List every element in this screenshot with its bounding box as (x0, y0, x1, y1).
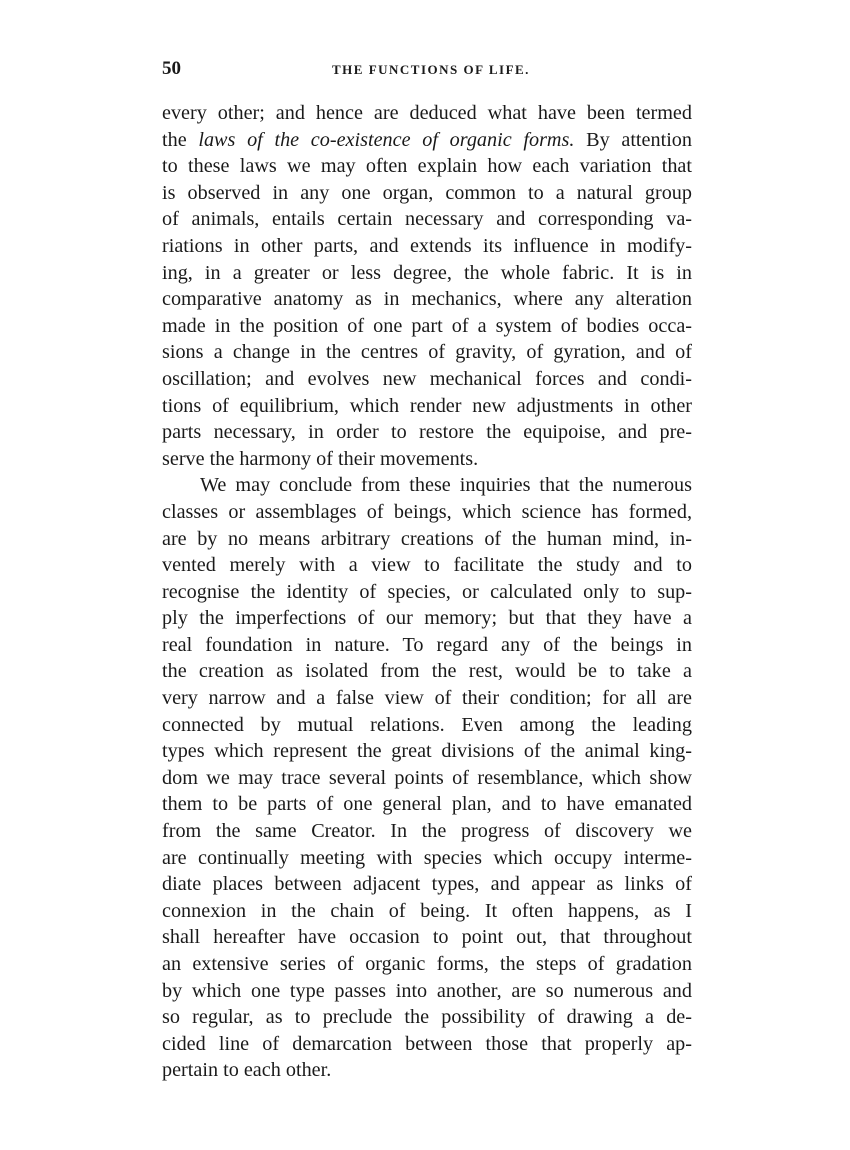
text-line: tions of equilibrium, which render new adjustments in other (162, 394, 692, 417)
text-line: riations in other parts, and extends its influence in modify- (162, 234, 692, 257)
text-line: is observed in any one organ, common to a natural group (162, 181, 692, 204)
text-line: are continually meeting with species which occupy interme- (162, 846, 692, 869)
text-line: are by no means arbitrary creations of the human mind, in- (162, 527, 692, 550)
text-line: cided line of demarcation between those that properly ap- (162, 1032, 692, 1055)
text-line: diate places between adjacent types, and appear as links of (162, 873, 692, 896)
text-line: very narrow and a false view of their condition; for all are (162, 687, 692, 710)
text-line: connected by mutual relations. Even among the leading (162, 713, 692, 736)
text-fragment: By attention (574, 128, 692, 151)
text-line: connexion in the chain of being. It often happens, as I (162, 899, 692, 922)
text-line: serve the harmony of their movements. (162, 447, 479, 470)
text-line: pertain to each other. (162, 1059, 332, 1082)
text-line: sions a change in the centres of gravity, of gyration, and of (162, 341, 692, 364)
text-line: We may conclude from these inquiries that the numerous (200, 474, 692, 497)
text-line: shall hereafter have occasion to point out, that throughout (162, 926, 692, 949)
text-line: by which one type passes into another, are so numerous and (162, 979, 692, 1002)
page-header (162, 58, 692, 84)
text-line: of animals, entails certain necessary and corresponding va- (162, 208, 692, 231)
italic-phrase: laws of the co-existence of organic forms. (198, 128, 575, 151)
text-line: to these laws we may often explain how each variation that (162, 155, 692, 178)
text-line: the creation as isolated from the rest, would be to take a (162, 660, 692, 683)
running-title: THE FUNCTIONS OF LIFE. (332, 62, 530, 77)
text-line: parts necessary, in order to restore the equipoise, and pre- (162, 421, 692, 444)
text-line: recognise the identity of species, or calculated only to sup- (162, 580, 692, 603)
text-line: classes or assemblages of beings, which science has formed, (162, 500, 692, 523)
text-line (162, 127, 692, 154)
text-line: vented merely with a view to facilitate the study and to (162, 554, 692, 577)
text-fragment: the (162, 128, 199, 151)
text-line: comparative anatomy as in mechanics, where any alteration (162, 288, 692, 311)
text-line: an extensive series of organic forms, the steps of gradation (162, 953, 692, 975)
text-line: dom we may trace several points of resemblance, which show (162, 766, 692, 789)
text-line: so regular, as to preclude the possibility of drawing a de- (162, 1006, 692, 1029)
body-text (162, 100, 692, 1084)
text-line: ing, in a greater or less degree, the whole fabric. It is in (162, 261, 692, 284)
text-line: them to be parts of one general plan, and to have emanated (162, 793, 692, 816)
text-line: oscillation; and evolves new mechanical forces and condi- (162, 367, 692, 390)
text-line: made in the position of one part of a system of bodies occa- (162, 314, 692, 337)
text-line: real foundation in nature. To regard any of the beings in (162, 633, 692, 656)
text-line: every other; and hence are deduced what have been termed (162, 102, 692, 124)
text-line: ply the imperfections of our memory; but that they have a (162, 607, 692, 630)
text-line: from the same Creator. In the progress of discovery we (162, 820, 692, 843)
text-line: types which represent the great divisions of the animal king- (162, 740, 692, 763)
page-number: 50 (162, 58, 181, 79)
